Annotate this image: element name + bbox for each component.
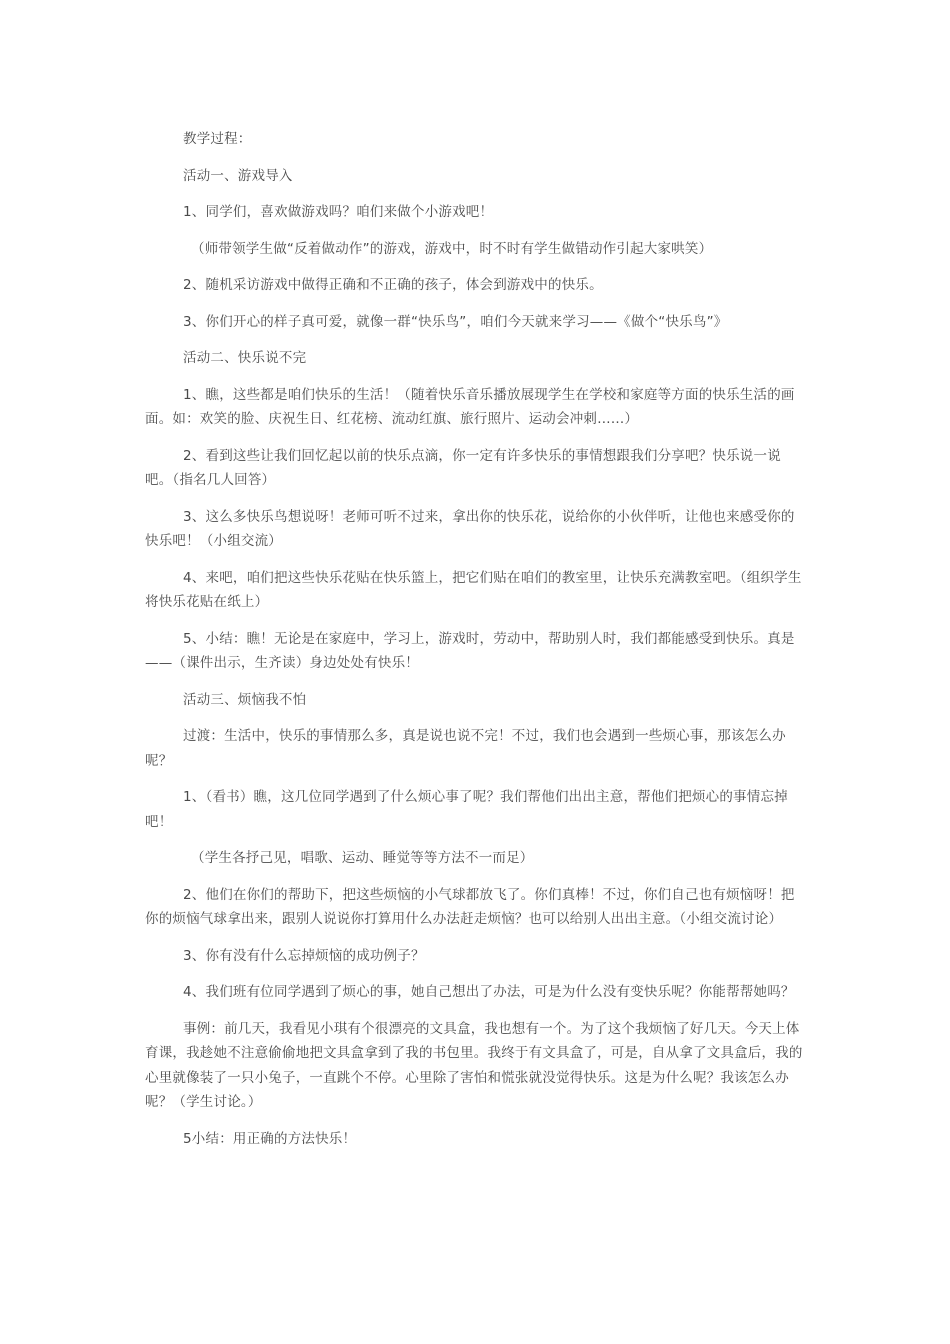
section-heading: 教学过程： <box>183 131 252 147</box>
paragraph: 3、你们开心的样子真可爱，就像一群“快乐鸟”，咱们今天就来学习——《做个“快乐鸟”》 <box>183 313 728 330</box>
paragraph: 1、同学们，喜欢做游戏吗？咱们来做个小游戏吧！ <box>183 204 494 220</box>
paragraph: 过渡：生活中，快乐的事情那么多，真是说也说不完！不过，我们也会遇到一些烦心事，那该怎么办呢？ <box>145 728 786 769</box>
activity-heading: 活动三、烦恼我不怕 <box>183 691 307 708</box>
activity-heading: 活动一、游戏导入 <box>183 167 293 184</box>
example-paragraph: 事例：前几天，我看见小琪有个很漂亮的文具盒，我也想有一个。为了这个我烦恼了好几天。今天上体育课，我趁她不注意偷偷地把文具盒拿到了我的书包里。我终于有文具盒了，可是，自从拿了文具盒后，我的心里就像装了一只小兔子，一直跳个不停。心里除了害怕和慌张就没觉得快乐。这是为什么呢？我该怎么办呢？（学生讨论。） <box>145 1020 803 1110</box>
paragraph: 4、来吧，咱们把这些快乐花贴在快乐篮上，把它们贴在咱们的教室里，让快乐充满教室吧。（组织学生将快乐花贴在纸上） <box>145 569 802 610</box>
paragraph: 2、随机采访游戏中做得正确和不正确的孩子，体会到游戏中的快乐。 <box>183 277 603 293</box>
document-body <box>145 127 807 1163</box>
paragraph: 2、他们在你们的帮助下，把这些烦恼的小气球都放飞了。你们真棒！不过，你们自己也有烦恼呀！把你的烦恼气球拿出来，跟别人说说你打算用什么办法赶走烦恼？也可以给别人出出主意。（小组交流讨论） <box>145 886 795 927</box>
paragraph: 4、我们班有位同学遇到了烦心的事，她自己想出了办法，可是为什么没有变快乐呢？你能帮帮她吗？ <box>183 984 795 1000</box>
teacher-note: （师带领学生做“反着做动作”的游戏，游戏中，时不时有学生做错动作引起大家哄笑） <box>191 240 713 257</box>
paragraph: 3、你有没有什么忘掉烦恼的成功例子？ <box>183 947 425 964</box>
paragraph: 1、瞧，这些都是咱们快乐的生活！（随着快乐音乐播放展现学生在学校和家庭等方面的快乐生活的画面。如：欢笑的脸、庆祝生日、红花榜、流动红旗、旅行照片、运动会冲刺……） <box>145 386 795 427</box>
paragraph: 5、小结：瞧！无论是在家庭中，学习上，游戏时，劳动中，帮助别人时，我们都能感受到快乐。真是——（课件出示，生齐读）身边处处有快乐！ <box>145 630 795 671</box>
paragraph: 2、看到这些让我们回忆起以前的快乐点滴，你一定有许多快乐的事情想跟我们分享吧？快乐说一说吧。（指名几人回答） <box>145 447 781 488</box>
teacher-note: （学生各抒己见，唱歌、运动、睡觉等等方法不一而足） <box>191 850 534 866</box>
activity-heading: 活动二、快乐说不完 <box>183 350 307 366</box>
summary-paragraph: 5小结：用正确的方法快乐！ <box>183 1130 357 1147</box>
paragraph: 3、这么多快乐鸟想说呀！老师可听不过来，拿出你的快乐花，说给你的小伙伴听，让他也来感受你的快乐吧！（小组交流） <box>145 508 795 549</box>
paragraph: 1、（看书）瞧，这几位同学遇到了什么烦心事了呢？我们帮他们出出主意，帮他们把烦心的事情忘掉吧！ <box>145 789 788 830</box>
